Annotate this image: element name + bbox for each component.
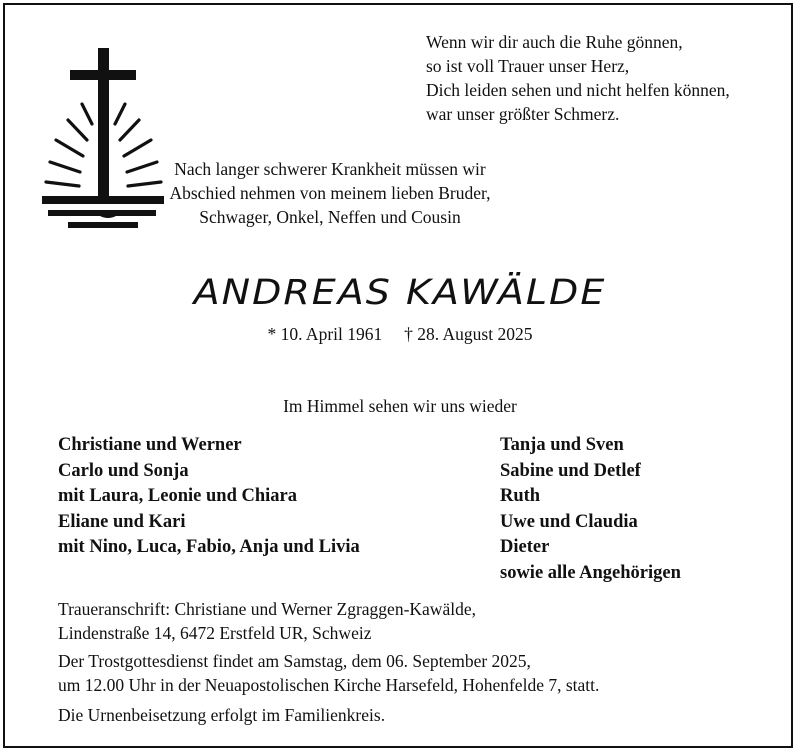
poem-line: Dich leiden sehen und nicht helfen können,: [426, 80, 730, 100]
mourner-line: Ruth: [500, 486, 541, 506]
poem: [426, 30, 730, 126]
mourner-line: Dieter: [500, 537, 550, 557]
poem-line: war unser größter Schmerz.: [426, 104, 620, 124]
service-line: Der Trostgottesdienst findet am Samstag, dem 06. September 2025,: [58, 651, 531, 671]
announcement-intro: [160, 157, 500, 229]
mourners-right-column: [500, 433, 681, 586]
mourner-line: Sabine und Detlef: [500, 460, 641, 481]
deceased-name: ANDREAS KAWÄLDE: [193, 271, 607, 313]
mourning-address: [58, 598, 476, 645]
mourners-left-column: [58, 433, 360, 561]
mourner-line: sowie alle Angehörigen: [500, 562, 681, 583]
mourner-line: Eliane und Kari: [58, 511, 186, 532]
service-line: um 12.00 Uhr in der Neuapostolischen Kirche Harsefeld, Hohenfelde 7, statt.: [58, 674, 600, 695]
mourner-line: Carlo und Sonja: [58, 460, 189, 481]
burial-notice: Die Urnenbeisetzung erfolgt im Familienkreis.: [58, 705, 386, 725]
intro-line: Schwager, Onkel, Neffen und Cousin: [199, 207, 461, 227]
mourner-line: Uwe und Claudia: [500, 511, 638, 532]
mourner-line: Tanja und Sven: [500, 435, 624, 455]
mourner-line: mit Nino, Luca, Fabio, Anja und Livia: [58, 537, 360, 557]
address-line: Lindenstraße 14, 6472 Erstfeld UR, Schweiz: [58, 622, 372, 643]
address-line: Traueranschrift: Christiane und Werner Zgraggen-Kawälde,: [58, 599, 476, 619]
intro-line: Abschied nehmen von meinem lieben Bruder,: [169, 183, 491, 203]
mourner-line: Christiane und Werner: [58, 435, 242, 455]
poem-line: Wenn wir dir auch die Ruhe gönnen,: [426, 32, 683, 52]
life-dates: * 10. April 1961 † 28. August 2025: [267, 324, 533, 344]
service-notice: [58, 650, 599, 697]
intro-line: Nach langer schwerer Krankheit müssen wir: [174, 159, 486, 179]
mourner-line: mit Laura, Leonie und Chiara: [58, 486, 297, 506]
motto: Im Himmel sehen wir uns wieder: [283, 396, 517, 416]
poem-line: so ist voll Trauer unser Herz,: [426, 56, 630, 76]
cross-sunrise-icon: [38, 44, 168, 234]
